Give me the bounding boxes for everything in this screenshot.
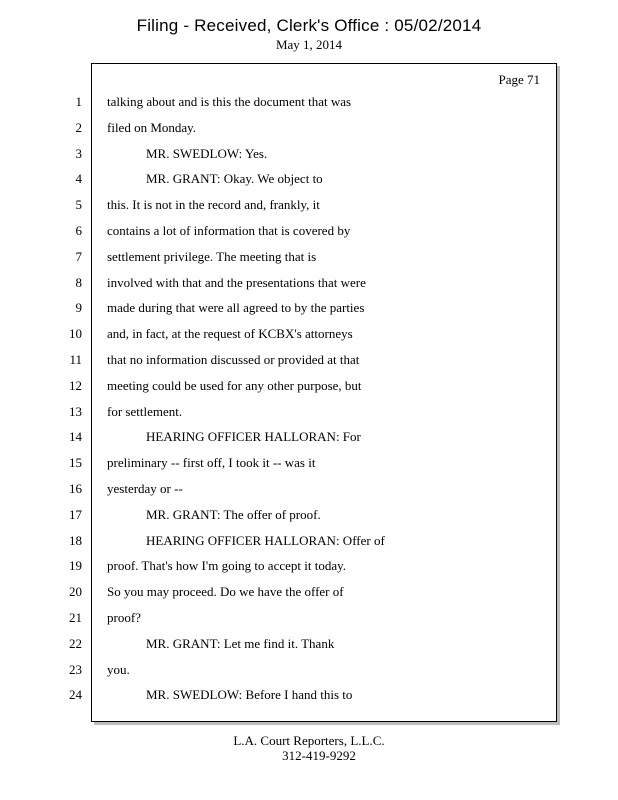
line-number: 6: [75, 223, 82, 238]
transcript-line: [0, 197, 618, 217]
transcript-line: [0, 507, 618, 527]
line-text: talking about and is this the document that was: [107, 94, 352, 109]
line-number: 18: [69, 532, 82, 548]
line-text: MR. SWEDLOW: Before I hand this to: [146, 687, 353, 703]
transcript-line: [0, 171, 618, 191]
transcript-line: [0, 249, 618, 269]
line-text: involved with that and the presentations that were: [107, 274, 366, 290]
line-number: 1: [75, 94, 82, 109]
line-number: 21: [69, 610, 82, 625]
line-text: HEARING OFFICER HALLORAN: Offer of: [146, 532, 385, 548]
line-text: HEARING OFFICER HALLORAN: For: [146, 429, 361, 445]
line-text: for settlement.: [107, 403, 183, 419]
line-text: you.: [107, 661, 130, 677]
filing-stamp: Filing - Received, Clerk's Office : 05/02/2014: [136, 16, 482, 35]
transcript-line: [0, 146, 618, 166]
transcript-line: [0, 481, 618, 501]
transcript-line: [0, 533, 618, 553]
page-number: Page 71: [498, 72, 540, 87]
line-number: 13: [69, 403, 82, 419]
line-text: So you may proceed. Do we have the offer of: [107, 584, 344, 600]
line-number: 10: [69, 326, 82, 342]
transcript-line: [0, 223, 618, 243]
transcript-line: [0, 326, 618, 346]
transcript-line: [0, 558, 618, 578]
line-number: 8: [75, 274, 82, 290]
line-text: contains a lot of information that is covered by: [107, 223, 351, 238]
line-text: filed on Monday.: [107, 119, 197, 135]
transcript-line: [0, 378, 618, 398]
line-number: 20: [69, 584, 82, 600]
line-number: 15: [69, 455, 82, 471]
line-number: 14: [69, 429, 82, 445]
line-number: 9: [75, 300, 82, 316]
line-number: 22: [69, 635, 82, 651]
transcript-line: [0, 275, 618, 295]
transcript-line: [0, 455, 618, 475]
line-text: preliminary -- first off, I took it -- was it: [107, 455, 316, 471]
line-text: that no information discussed or provided at that: [107, 352, 360, 367]
transcript-line: [0, 662, 618, 682]
line-number: 2: [75, 119, 82, 135]
line-number: 17: [69, 506, 82, 522]
court-reporter-name: L.A. Court Reporters, L.L.C.: [233, 733, 385, 748]
transcript-line: [0, 352, 618, 372]
line-number: 3: [75, 145, 82, 161]
line-text: yesterday or --: [107, 481, 183, 496]
transcript-line: [0, 94, 618, 114]
transcript-line: [0, 120, 618, 140]
line-text: MR. SWEDLOW: Yes.: [146, 145, 268, 161]
line-number: 16: [69, 481, 82, 496]
transcript-line: [0, 300, 618, 320]
line-number: 23: [69, 661, 82, 677]
transcript-line: [0, 429, 618, 449]
line-text: proof?: [107, 610, 141, 625]
line-text: made during that were all agreed to by the parties: [107, 300, 365, 316]
line-number: 12: [69, 377, 82, 393]
transcript-line: [0, 610, 618, 630]
line-text: this. It is not in the record and, frankly, it: [107, 197, 320, 213]
line-number: 5: [75, 197, 82, 213]
transcript-line: [0, 584, 618, 604]
line-number: 4: [75, 171, 82, 187]
line-text: meeting could be used for any other purpose, but: [107, 377, 362, 393]
line-text: settlement privilege. The meeting that is: [107, 248, 317, 264]
line-text: MR. GRANT: Okay. We object to: [146, 171, 323, 187]
transcript-line: [0, 687, 618, 707]
court-reporter-phone: 312-419-9292: [282, 748, 356, 763]
line-number: 19: [69, 558, 82, 574]
line-text: MR. GRANT: The offer of proof.: [146, 506, 321, 522]
transcript-date: May 1, 2014: [275, 37, 343, 52]
line-number: 24: [69, 687, 82, 703]
line-text: and, in fact, at the request of KCBX's attorneys: [107, 326, 353, 342]
transcript-line: [0, 404, 618, 424]
transcript-line: [0, 636, 618, 656]
line-number: 11: [69, 352, 82, 367]
line-text: proof. That's how I'm going to accept it today.: [107, 558, 346, 574]
line-text: MR. GRANT: Let me find it. Thank: [146, 635, 335, 651]
line-number: 7: [75, 248, 82, 264]
